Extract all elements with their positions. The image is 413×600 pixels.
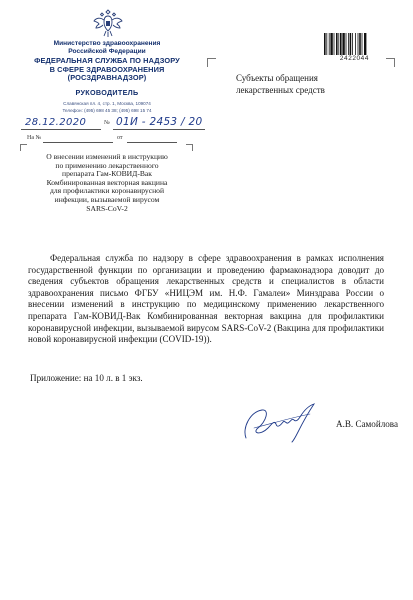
barcode-bar	[329, 33, 330, 55]
date-underline	[21, 129, 101, 130]
phone-line: Телефон: (495) 698 45 38; (495) 698 15 74	[62, 107, 152, 113]
barcode-bar	[359, 33, 361, 55]
subject-line: для профилактики коронавирусной	[49, 186, 165, 196]
barcode-bar	[330, 33, 332, 55]
service-line: (РОСЗДРАВНАДЗОР)	[67, 73, 147, 83]
number-label: №	[104, 120, 110, 126]
barcode-bar	[348, 33, 349, 55]
ministry-name	[20, 40, 194, 56]
ministry-line: Министерство здравоохранения	[53, 40, 161, 47]
signer-name: А.В. Самойлова	[336, 419, 399, 429]
recipient-line: лекарственных средств	[236, 85, 325, 95]
subject-line: Комбинированная векторная вакцина	[46, 177, 168, 187]
service-line: В СФЕРЕ ЗДРАВООХРАНЕНИЯ	[49, 64, 165, 74]
reference-date-underline	[127, 142, 177, 143]
subject-line: инфекции, вызываемой вирусом	[54, 194, 160, 204]
letter-subject	[22, 153, 192, 213]
contact-address	[20, 101, 194, 114]
barcode-bar	[350, 33, 352, 55]
barcode-bar	[362, 33, 363, 55]
reference-from-label: от	[117, 135, 123, 141]
service-name	[20, 57, 194, 83]
barcode-bar	[336, 33, 338, 55]
handwritten-signature	[240, 398, 328, 446]
barcode-number: 2422044	[339, 55, 369, 62]
subject-line: SARS-CoV-2	[86, 203, 128, 213]
attachment-note: Приложение: на 10 л. в 1 экз.	[30, 373, 143, 383]
letter-body: Федеральная служба по надзору в сфере здравоохранения в рамках исполнения государственной функции по организации и проведению фармаконадзора доводит до сведения субъектов обращения лекарственных средств и специалистов в области здравоохранения письмо ФГБУ «НИЦЭМ им. Н.Ф. Гамалеи» Минздрава России о внесении изменений в инструкцию по медицинскому применению лекарственного препарата Гам-КОВИД-Вак Комбинированная векторная вакцина для профилактики коронавирусной инфекции, вызываемой вирусом SARS-CoV-2 (Вакцина для профилактики новой коронавирусной инфекции (COVID-19)).	[28, 253, 384, 345]
recipient-line: Субъекты обращения	[236, 73, 318, 83]
reference-number-label: На №	[27, 135, 42, 141]
barcode-bar	[326, 33, 327, 55]
coat-of-arms-emblem	[91, 6, 125, 40]
barcode-bar	[324, 33, 326, 55]
barcode-bar	[355, 33, 356, 55]
subject-line: О внесении изменений в инструкцию	[46, 152, 168, 161]
subject-line: по применению лекарственного	[55, 160, 159, 170]
number-underline	[113, 129, 205, 130]
barcode-bar	[338, 33, 339, 55]
service-line: ФЕДЕРАЛЬНАЯ СЛУЖБА ПО НАДЗОРУ	[34, 56, 180, 65]
head-title: РУКОВОДИТЕЛЬ	[75, 88, 139, 97]
subject-corner-mark	[186, 144, 193, 151]
reference-line	[21, 135, 181, 145]
handwritten-number: 01И - 2453 / 20	[116, 116, 203, 128]
barcode-bar	[334, 33, 335, 55]
barcode-bar	[364, 33, 366, 55]
registration-line	[21, 117, 211, 133]
barcode-bar	[358, 33, 359, 55]
subject-line: препарата Гам-КОВИД-Вак	[62, 169, 152, 179]
recipient-block	[236, 72, 376, 96]
barcode-bar	[346, 33, 347, 55]
ministry-line: Российской Федерации	[68, 48, 146, 55]
barcode	[324, 33, 380, 57]
recipient-corner-mark	[386, 58, 395, 67]
handwritten-date: 28.12.2020	[25, 117, 87, 128]
reference-underline	[43, 142, 113, 143]
barcode-bar	[342, 33, 344, 55]
barcode-bar	[340, 33, 342, 55]
subject-corner-mark	[20, 144, 27, 151]
barcode-bar	[352, 33, 353, 55]
recipient-corner-mark	[207, 58, 216, 67]
address-line: Славянская пл. 4, стр. 1, Москва, 109074	[63, 101, 151, 106]
